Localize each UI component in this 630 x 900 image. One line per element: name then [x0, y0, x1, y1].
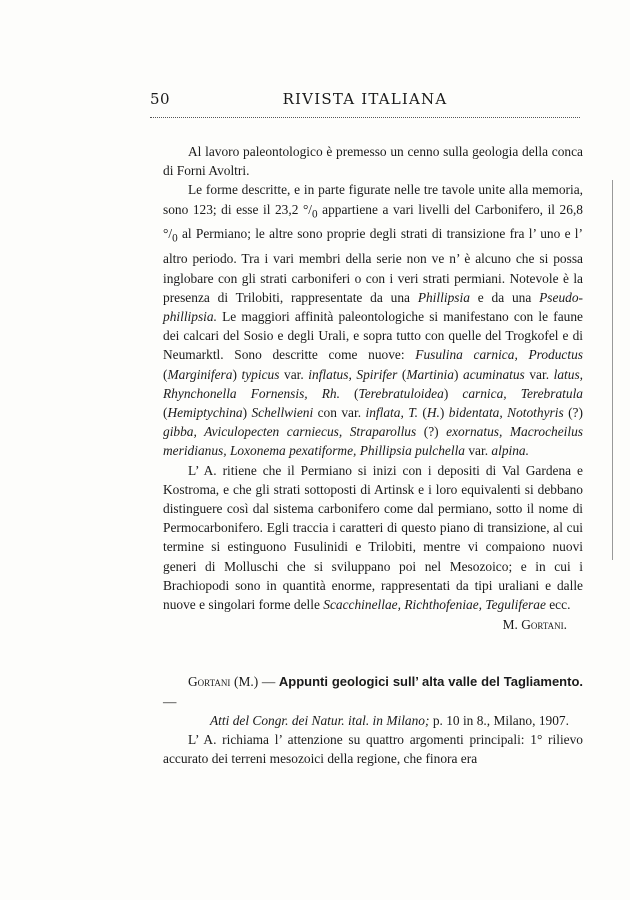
reference-heading: Gortani (M.) — Appunti geologici sull’ alta valle del Tagliamento. —: [163, 674, 583, 709]
next-review-paragraph: L’ A. richiama l’ attenzione su quattro argomenti principali: 1° rilievo accurato dei terreni mesozoici della regione, che finora era: [163, 732, 583, 767]
page-number: 50: [150, 90, 171, 108]
page-header: [150, 90, 580, 112]
reference-source: Atti del Congr. dei Natur. ital. in Milano; p. 10 in 8., Milano, 1907.: [210, 712, 569, 728]
page-body: [163, 142, 583, 768]
review-paragraph-3: L’ A. ritiene che il Permiano si inizi con i depositi di Val Gardena e Kostroma, e che gli strati sottoposti di Artinsk e i loro equivalenti si debbano distinguere così dal sistema carbonifero come dal permiano, sotto il nome di Permocarbonifero. Egli traccia i caratteri di questo piano di transizione, al cui termine si estinguono Fusulinidi e Trilobiti, mentre vi compaiono nuovi generi di Molluschi che si sviluppano poi nel Mesozoico; e in cui i Brachiopodi sono in quantità enorme, rappresentati da tipi uraliani e dalle nuove e singolari forme delle Scacchinellae, Richthofeniae, Teguliferae ecc.: [163, 462, 583, 613]
bibliographic-reference: [163, 672, 583, 730]
review-paragraph-2: Le forme descritte, e in parte figurate nelle tre tavole unite alla memoria, sono 123; di esse il 23,2 $^\circ/_0$ appartiene a vari livelli del Carbonifero, il 26,8 $^\circ/_0$ al Permiano; le altre sono proprie degli strati di transizione fra l’ uno e l’ altro periodo. Tra i vari membri della serie non ve n’ è alcuno che si possa inglobare con gli strati carboniferi o con i veri strati permiani. Notevole è la presenza di Trilobiti, rappresentate da una Phillipsia e da una Pseudo-phillipsia. Le maggiori affinità paleontologiche si manifestano con le faune dei calcari del Sosio e degli Urali, e sopra tutto con quelle del Trogkofel e di Neumarktl. Sono descritte come nuove: Fusulina carnica, Productus (Marginifera) typicus var. inflatus, Spirifer (Martinia) acuminatus var. latus, Rhynchonella Fornensis, Rh. (Terebratuloidea) carnica, Terebratula (Hemiptychina) Schellwieni con var. inflata, T. (H.) bidentata, Notothyris (?) gibba, Aviculopecten carniecus, Straparollus (?) exornatus, Macrocheilus meridianus, Loxonema pexatiforme, Phillipsia pulchella var. alpina.: [163, 182, 584, 459]
reference-author: Gortani (M.): [188, 674, 259, 690]
header-rule: [150, 117, 580, 118]
review-signature: M. Gortani.: [502, 617, 567, 633]
review-paragraph-1: Al lavoro paleontologico è premesso un cenno sulla geologia della conca di Forni Avoltri.: [163, 144, 583, 179]
reference-title: Appunti geologici sull’ alta valle del Tagliamento.: [278, 674, 583, 690]
scan-edge-line: [612, 180, 613, 560]
running-title: RIVISTA ITALIANA: [282, 90, 448, 108]
